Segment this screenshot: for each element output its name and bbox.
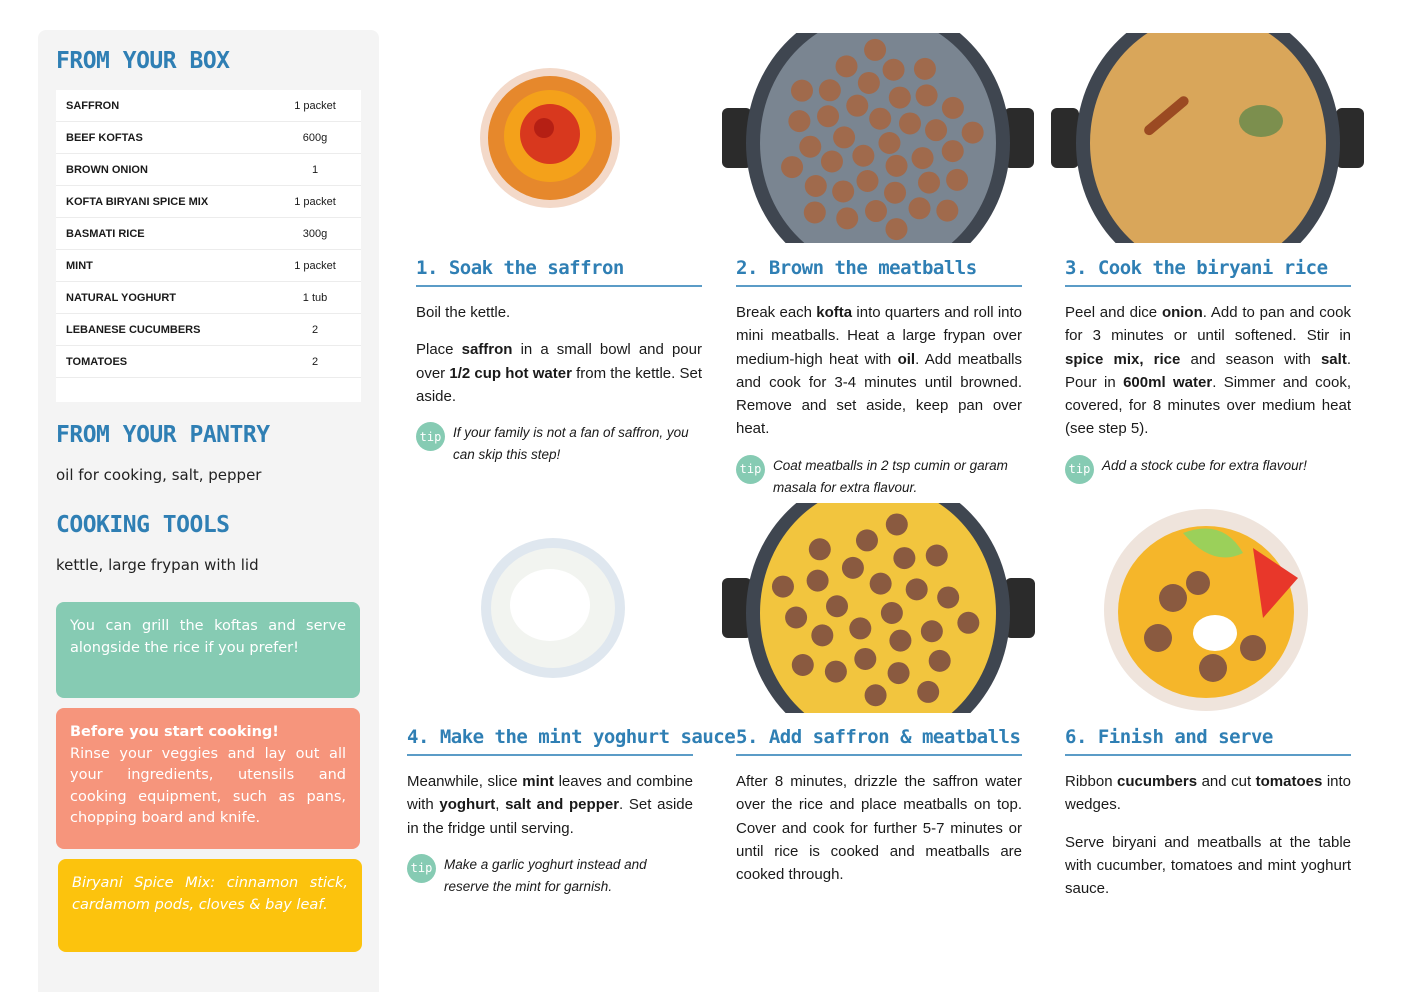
- step-paragraph: [407, 770, 693, 840]
- ingredient-row: [56, 346, 361, 378]
- ingredient-name: BASMATI RICE: [66, 227, 145, 240]
- tip: [1065, 455, 1351, 484]
- biryani-pan-photo: [722, 503, 1035, 713]
- saffron-bowl-photo: [478, 66, 623, 211]
- meatball-shape: [906, 578, 928, 600]
- pantry-text: oil for cooking, salt, pepper: [56, 466, 262, 484]
- meatball-shape: [884, 182, 906, 204]
- tip-badge-icon: tip: [1065, 455, 1094, 484]
- meatball-shape: [925, 119, 947, 141]
- tip-badge-icon: tip: [736, 455, 765, 484]
- ingredient-row: [56, 282, 361, 314]
- meatball-shape: [942, 97, 964, 119]
- meatball-shape: [916, 84, 938, 106]
- step-text: Meanwhile, slice: [407, 773, 523, 790]
- step-paragraph: [736, 301, 1022, 441]
- meatball-shape: [804, 201, 826, 223]
- tip-text: If your family is not a fan of saffron, you can skip this step!: [453, 425, 689, 463]
- meatball-shape: [832, 180, 854, 202]
- served-bowl-photo: [1103, 508, 1310, 712]
- ingredient-row: [56, 122, 361, 154]
- meatball-shape: [788, 110, 810, 132]
- step-text-bold: spice mix, rice: [1065, 350, 1181, 368]
- ingredient-name: LEBANESE CUCUMBERS: [66, 323, 201, 336]
- meatball-shape: [957, 612, 979, 634]
- step-text: from the kettle. Set aside.: [416, 364, 702, 405]
- meatball-shape: [893, 547, 915, 569]
- meatball-shape: [856, 170, 878, 192]
- step-text: Boil the kettle.: [416, 304, 511, 321]
- ingredients-table: [56, 90, 361, 402]
- meatball-shape: [886, 155, 908, 177]
- ingredient-name: MINT: [66, 259, 93, 272]
- rice-pot-photo: [1051, 33, 1364, 243]
- tip-text: Make a garlic yoghurt instead and reserve the mint for garnish.: [444, 856, 647, 894]
- ingredient-row: [56, 250, 361, 282]
- ingredient-name: KOFTA BIRYANI SPICE MIX: [66, 195, 209, 208]
- meatball-shape: [888, 662, 910, 684]
- meatball-shape: [942, 140, 964, 162]
- before-cooking-title: Before you start cooking!: [70, 724, 279, 740]
- tip-badge-icon: tip: [416, 422, 445, 451]
- meatball-shape: [946, 169, 968, 191]
- meatball-shape: [772, 576, 794, 598]
- ingredient-name: SAFFRON: [66, 99, 120, 112]
- step-4: [407, 726, 736, 898]
- meatball-shape: [885, 218, 907, 240]
- sidebar: [38, 30, 379, 992]
- grill-note: You can grill the koftas and serve alongside the rice if you prefer!: [56, 602, 360, 698]
- meatball-shape: [858, 72, 880, 94]
- ingredient-row: [56, 90, 361, 122]
- meatball-shape: [849, 617, 871, 639]
- meatball-shape: [899, 112, 921, 134]
- step-paragraph: [1065, 831, 1351, 901]
- meatball-shape: [917, 681, 939, 703]
- step-text: . Add to pan and cook for 3 minutes or until softened. Stir in: [1065, 304, 1351, 345]
- spice-mix-note: Biryani Spice Mix: cinnamon stick, cardamom pods, cloves & bay leaf.: [58, 859, 362, 952]
- meatball-shape: [852, 145, 874, 167]
- step-text: Peel and dice: [1065, 304, 1162, 321]
- meatball-shape: [854, 648, 876, 670]
- step-3: [1065, 257, 1351, 484]
- meatball-shape: [842, 557, 864, 579]
- ingredient-name: BROWN ONION: [66, 163, 148, 176]
- step-text-bold: tomatoes: [1255, 773, 1323, 790]
- meatball-shape: [883, 59, 905, 81]
- step-5: [736, 726, 1022, 900]
- meatball-shape: [825, 661, 847, 683]
- step-text-bold: yoghurt: [439, 796, 496, 814]
- step-title: 6. Finish and serve: [1065, 726, 1351, 756]
- meatball-shape: [799, 136, 821, 158]
- meatball-shape: [889, 87, 911, 109]
- meatball-shape: [865, 684, 887, 706]
- meatball-shape: [826, 595, 848, 617]
- step-text: leaves and combine with: [407, 773, 694, 814]
- step-text: After 8 minutes, drizzle the saffron water over the rice and place meatballs on top. Cover and cook for further 5-7 minutes or until rice is cooked and meatballs are cooked through.: [736, 773, 1022, 884]
- meatball-shape: [785, 606, 807, 628]
- ingredient-qty: 1 packet: [294, 99, 336, 112]
- meatballs-pan-photo: [722, 33, 1034, 243]
- ingredient-qty: 1 packet: [294, 259, 336, 272]
- tip: [407, 854, 693, 898]
- step-text-bold: saffron: [461, 341, 513, 359]
- step-paragraph: [1065, 770, 1351, 817]
- step-text-bold: 1/2 cup hot water: [449, 364, 572, 382]
- meatball-shape: [807, 570, 829, 592]
- step-title: 3. Cook the biryani rice: [1065, 257, 1351, 287]
- step-text: . Simmer and cook, covered, for 8 minutes over medium heat (see step 5).: [1065, 373, 1351, 438]
- meatball-shape: [865, 200, 887, 222]
- step-text: Place: [416, 341, 462, 359]
- step-1: [416, 257, 702, 466]
- step-text: Break each: [736, 304, 817, 321]
- meatball-shape: [962, 122, 984, 144]
- ingredient-qty: 2: [311, 323, 319, 336]
- before-cooking-text: Rinse your veggies and lay out all your ingredients, utensils and cooking equipment, such as pans, chopping board and knife.: [70, 745, 346, 826]
- step-text-bold: oil: [897, 350, 916, 368]
- meatball-shape: [889, 630, 911, 652]
- meatball-shape: [929, 650, 951, 672]
- tip-text: Coat meatballs in 2 tsp cumin or garam masala for extra flavour.: [773, 457, 1008, 495]
- step-paragraph: [1065, 301, 1351, 441]
- meatball-shape: [821, 151, 843, 173]
- step-paragraph: [736, 770, 1022, 886]
- ingredient-qty: 1: [311, 163, 319, 176]
- ingredient-row: [56, 218, 361, 250]
- before-cooking-note: [56, 708, 360, 849]
- meatball-shape: [886, 513, 908, 535]
- step-text-bold: cucumbers: [1117, 773, 1198, 790]
- meatball-shape: [781, 156, 803, 178]
- meatball-shape: [926, 544, 948, 566]
- step-text-bold: 600ml water: [1123, 373, 1213, 391]
- step-text: and season with: [1180, 350, 1321, 368]
- step-2: [736, 257, 1022, 499]
- tools-text: kettle, large frypan with lid: [56, 556, 259, 574]
- meatball-shape: [811, 624, 833, 646]
- meatball-shape: [878, 132, 900, 154]
- tip-badge-icon: tip: [407, 854, 436, 883]
- step-text-bold: mint: [522, 773, 554, 790]
- tip: [736, 455, 1022, 499]
- meatball-shape: [881, 602, 903, 624]
- step-text-bold: salt: [1320, 350, 1347, 368]
- meatball-shape: [819, 79, 841, 101]
- meatball-shape: [912, 147, 934, 169]
- ingredient-row: [56, 186, 361, 218]
- meatball-shape: [833, 126, 855, 148]
- ingredient-qty: 1 tub: [302, 291, 328, 304]
- step-title: 5. Add saffron & meatballs: [736, 726, 1022, 756]
- ingredient-qty: 300g: [302, 227, 328, 240]
- meatball-shape: [921, 620, 943, 642]
- meatball-shape: [864, 39, 886, 61]
- meatball-shape: [937, 586, 959, 608]
- meatball-shape: [856, 529, 878, 551]
- meatball-shape: [791, 80, 813, 102]
- ingredient-name: NATURAL YOGHURT: [66, 291, 176, 304]
- step-6: [1065, 726, 1351, 914]
- meatball-shape: [914, 58, 936, 80]
- ingredient-qty: 1 packet: [294, 195, 336, 208]
- step-text: and cut: [1197, 773, 1256, 790]
- step-text: Serve biryani and meatballs at the table with cucumber, tomatoes and mint yoghurt sauce.: [1065, 833, 1351, 898]
- step-text: . Pour in: [1065, 350, 1351, 391]
- ingredient-qty: 600g: [302, 131, 328, 144]
- meatball-shape: [869, 108, 891, 130]
- step-paragraph: [416, 338, 702, 408]
- step-text-bold: onion: [1161, 304, 1203, 321]
- meatball-shape: [792, 654, 814, 676]
- meatball-shape: [836, 55, 858, 77]
- step-title: 1. Soak the saffron: [416, 257, 702, 287]
- step-text: . Add meatballs and cook for 3-4 minutes until browned. Remove and set aside, keep pan over heat.: [736, 350, 1022, 438]
- step-text: into wedges.: [1065, 773, 1352, 814]
- meatball-shape: [836, 207, 858, 229]
- meatball-shape: [817, 105, 839, 127]
- from-your-pantry-heading: FROM YOUR PANTRY: [56, 422, 270, 448]
- step-text: in a small bowl and pour over: [416, 341, 702, 382]
- cooking-tools-heading: COOKING TOOLS: [56, 512, 230, 538]
- step-text-bold: kofta: [816, 304, 853, 321]
- meatball-shape: [870, 573, 892, 595]
- meatball-shape: [846, 95, 868, 117]
- ingredient-name: BEEF KOFTAS: [66, 131, 143, 144]
- step-text-bold: salt and pepper: [505, 796, 620, 814]
- step-text: ,: [495, 796, 506, 814]
- step-text: Ribbon: [1065, 773, 1118, 790]
- meatball-shape: [936, 200, 958, 222]
- yoghurt-bowl-photo: [480, 537, 627, 680]
- ingredient-qty: 2: [311, 355, 319, 368]
- step-text: . Set aside in the fridge until serving.: [407, 796, 693, 837]
- tip-text: Add a stock cube for extra flavour!: [1102, 457, 1307, 473]
- from-your-box-heading: FROM YOUR BOX: [56, 48, 230, 74]
- meatball-shape: [918, 172, 940, 194]
- ingredient-row: [56, 314, 361, 346]
- tip: [416, 422, 702, 466]
- step-text: into quarters and roll into mini meatballs. Heat a large frypan over medium-high heat with: [736, 304, 1023, 368]
- meatball-shape: [809, 538, 831, 560]
- meatball-shape: [805, 175, 827, 197]
- step-title: 2. Brown the meatballs: [736, 257, 1022, 287]
- ingredient-name: TOMATOES: [66, 355, 128, 368]
- meatball-shape: [909, 197, 931, 219]
- ingredient-row: [56, 154, 361, 186]
- step-title: 4. Make the mint yoghurt sauce: [407, 726, 693, 756]
- step-paragraph: [416, 301, 702, 324]
